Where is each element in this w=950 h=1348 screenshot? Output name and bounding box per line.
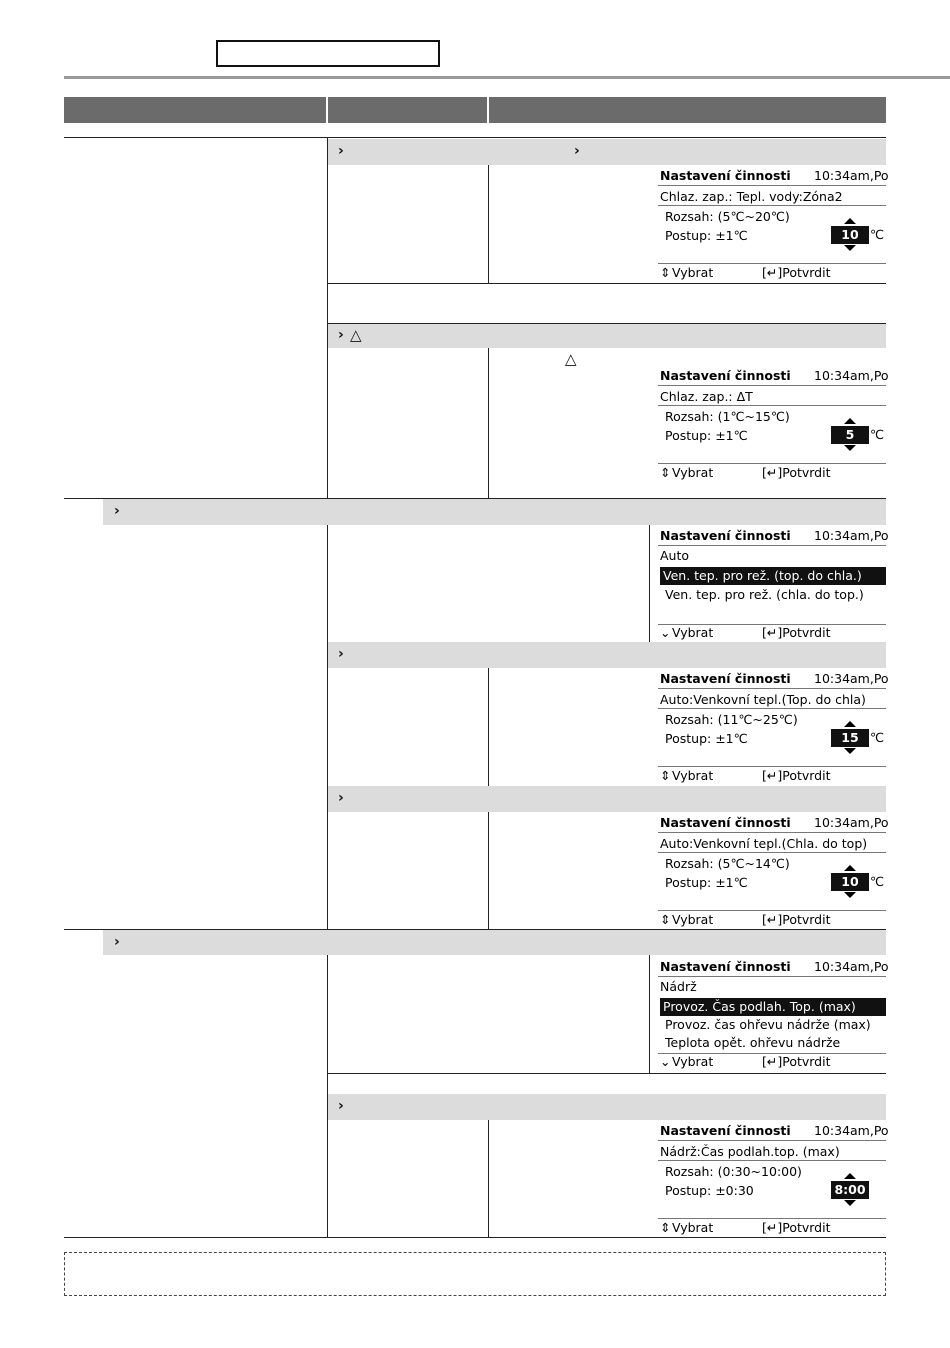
lcd-screen [658,366,889,482]
footer-confirm: [↵]Potvrdit [762,625,831,640]
range-text: Rozsah: (5℃~20℃) [665,209,790,224]
value-box: 15 [831,729,869,747]
step-text: Postup: ±1℃ [665,228,748,243]
down-icon: ⌄ [660,1054,671,1069]
screen-subtitle: Chlaz. zap.: ΔT [660,389,753,404]
footer-select: Vybrat [672,625,714,640]
screen-title: Nastavení činnosti [660,368,791,383]
screen-time: 10:34am,Po [814,959,889,974]
footer-confirm: [↵]Potvrdit [762,265,831,280]
column-divider [488,348,489,499]
menu-item: Provoz. čas ohřevu nádrže (max) [665,1017,871,1032]
range-text: Rozsah: (1℃~15℃) [665,409,790,424]
table-header-divider [326,97,328,123]
screen-time: 10:34am,Po [814,368,889,383]
header-rule [64,76,950,79]
table-top-line [64,137,886,138]
range-text: Rozsah: (5℃~14℃) [665,856,790,871]
screen-subtitle: Auto [660,548,690,563]
chevron-icon: › [114,934,120,950]
column-divider [488,1120,489,1237]
table-bottom-line [64,1237,886,1238]
screen-title: Nastavení činnosti [660,1123,791,1138]
menu-item: Teplota opět. ohřevu nádrže [665,1035,841,1050]
arrow-up-icon [844,721,856,727]
lcd-screen [658,1121,889,1237]
footer-confirm: [↵]Potvrdit [762,1220,831,1235]
footer-select: Vybrat [672,912,714,927]
step-text: Postup: ±1℃ [665,428,748,443]
lcd-screen [658,669,889,785]
unit-text: ℃ [870,874,885,889]
column-divider [649,525,650,642]
submenu-bar [328,139,886,165]
row-line [328,283,886,284]
menu-item-selected: Ven. tep. pro rež. (top. do chla.) [660,567,886,585]
screen-subtitle: Auto:Venkovní tepl.(Chla. do top) [660,836,868,851]
delta-icon: △ [350,326,362,344]
value-box: 10 [831,873,869,891]
table-header-divider [487,97,489,123]
updown-icon: ⇕ [660,768,671,783]
screen-time: 10:34am,Po [814,168,889,183]
arrow-down-icon [844,892,856,898]
chevron-icon: › [338,1098,344,1114]
chevron-icon: › [338,790,344,806]
value-box: 8:00 [831,1181,869,1199]
range-text: Rozsah: (0:30~10:00) [665,1164,802,1179]
unit-text: ℃ [870,227,885,242]
screen-time: 10:34am,Po [814,528,889,543]
screen-subtitle: Auto:Venkovní tepl.(Top. do chla) [660,692,866,707]
column-divider [488,165,489,284]
row-line [328,1073,886,1074]
step-text: Postup: ±1℃ [665,731,748,746]
arrow-up-icon [844,865,856,871]
column-divider [327,137,328,499]
screen-title: Nastavení činnosti [660,671,791,686]
updown-icon: ⇕ [660,912,671,927]
screen-time: 10:34am,Po [814,1123,889,1138]
chevron-icon: › [114,503,120,519]
screen-time: 10:34am,Po [814,815,889,830]
screen-subtitle: Nádrž [660,979,697,994]
screen-subtitle: Nádrž:Čas podlah.top. (max) [660,1144,840,1159]
lcd-screen [658,526,889,642]
screen-title: Nastavení činnosti [660,959,791,974]
range-text: Rozsah: (11℃~25℃) [665,712,798,727]
screen-title: Nastavení činnosti [660,815,791,830]
note-box [64,1252,886,1296]
arrow-up-icon [844,218,856,224]
column-divider [488,812,489,929]
arrow-down-icon [844,1200,856,1206]
header-title-box [216,40,440,67]
screen-subtitle: Chlaz. zap.: Tepl. vody:Zóna2 [660,189,843,204]
chevron-icon: › [338,646,344,662]
step-text: Postup: ±1℃ [665,875,748,890]
menu-item-selected: Provoz. Čas podlah. Top. (max) [660,998,886,1016]
arrow-down-icon [844,445,856,451]
chevron-icon: › [338,143,344,159]
value-box: 5 [831,426,869,444]
column-divider [327,525,328,929]
screen-time: 10:34am,Po [814,671,889,686]
unit-text: ℃ [870,427,885,442]
column-divider [488,668,489,786]
chevron-icon: › [338,327,344,343]
footer-confirm: [↵]Potvrdit [762,912,831,927]
footer-select: Vybrat [672,265,714,280]
footer-select: Vybrat [672,465,714,480]
submenu-bar [328,1094,886,1120]
submenu-bar [328,642,886,668]
delta-icon: △ [565,350,577,368]
chevron-icon: › [574,143,580,159]
submenu-bar [328,324,886,348]
arrow-down-icon [844,245,856,251]
arrow-up-icon [844,1173,856,1179]
submenu-bar [103,499,886,525]
unit-text: ℃ [870,730,885,745]
table-header [64,97,886,123]
step-text: Postup: ±0:30 [665,1183,754,1198]
screen-title: Nastavení činnosti [660,528,791,543]
submenu-bar [328,786,886,812]
arrow-down-icon [844,748,856,754]
lcd-screen [658,957,889,1073]
down-icon: ⌄ [660,625,671,640]
screen-title: Nastavení činnosti [660,168,791,183]
arrow-up-icon [844,418,856,424]
lcd-screen [658,166,889,282]
updown-icon: ⇕ [660,465,671,480]
footer-confirm: [↵]Potvrdit [762,465,831,480]
submenu-bar [103,930,886,955]
footer-select: Vybrat [672,1054,714,1069]
menu-item: Ven. tep. pro rež. (chla. do top.) [665,587,864,602]
footer-select: Vybrat [672,1220,714,1235]
footer-select: Vybrat [672,768,714,783]
footer-confirm: [↵]Potvrdit [762,1054,831,1069]
lcd-screen [658,813,889,929]
footer-confirm: [↵]Potvrdit [762,768,831,783]
updown-icon: ⇕ [660,1220,671,1235]
updown-icon: ⇕ [660,265,671,280]
value-box: 10 [831,226,869,244]
column-divider [649,955,650,1073]
